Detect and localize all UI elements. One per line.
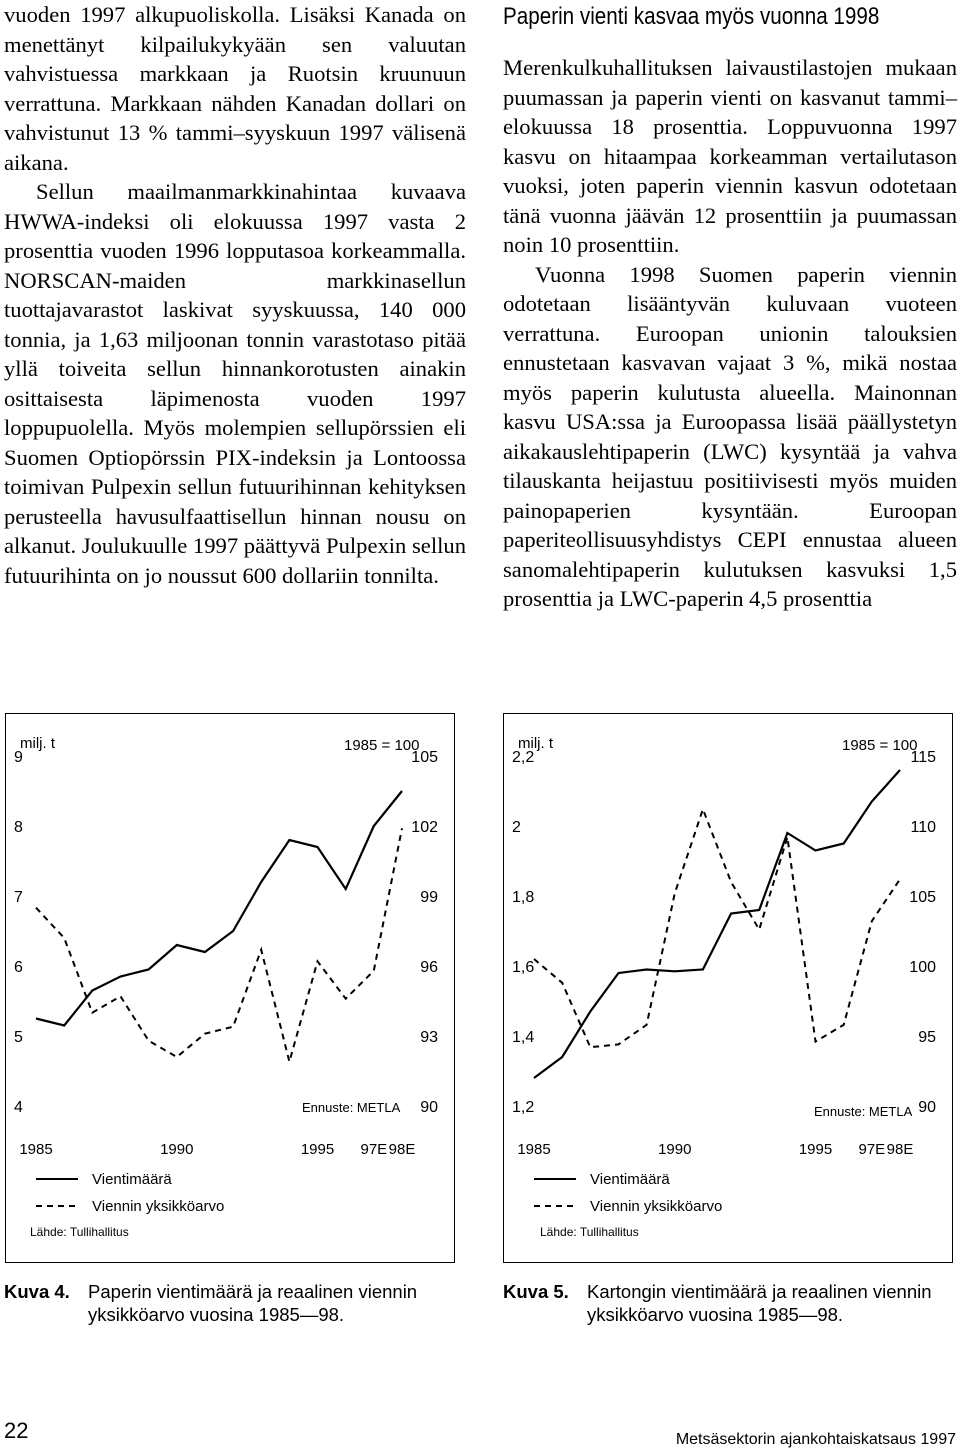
- legend-label: Vientimäärä: [92, 1171, 172, 1188]
- series-line-yksikkoarvo: [36, 828, 402, 1061]
- right-axis-unit-label: 1985 = 100: [842, 737, 918, 754]
- right-axis-tick-label: 93: [420, 1029, 438, 1046]
- series-line-vientimaara: [534, 770, 900, 1078]
- left-axis-tick-label: 5: [14, 1029, 23, 1046]
- series-line-vientimaara: [36, 791, 402, 1026]
- right-paragraph-2: Vuonna 1998 Suomen paperin viennin odotetaan lisääntyvän kuluvaan vuoteen verrattuna. Euroopan unionin talouksien ennustetaan kasvavan vajaat 3 %, mikä nostaa myös paperin kulutusta alueella. Mainonnan kasvu USA:ssa ja Euroopassa lisää päällystetyn aikakauslehtipaperin (LWC) kysyntää ja vahva tilauskanta heijastuu positiivisesti myös muiden painopaperien kysyntään. Euroopan paperiteollisuusyhdistys CEPI ennustaa alueen sanomalehtipaperin kulutuksen kasvuksi 1,5 prosenttia ja LWC-paperin 4,5 prosenttia: [503, 261, 957, 611]
- chart-figure-4-svg: [6, 714, 454, 1262]
- left-axis-tick-label: 9: [14, 749, 23, 766]
- chart-figure-4: [5, 713, 455, 1263]
- x-axis-tick-label: 1985: [517, 1141, 551, 1158]
- right-axis-tick-label: 102: [411, 819, 438, 836]
- right-axis-tick-label: 95: [918, 1029, 936, 1046]
- right-axis-tick-label: 110: [910, 819, 936, 836]
- figure-4-caption-label: Kuva 4.: [4, 1281, 70, 1302]
- x-axis-tick-label: 97E: [360, 1141, 388, 1158]
- forecast-note: Ennuste: METLA: [814, 1104, 913, 1119]
- forecast-note: Ennuste: METLA: [302, 1100, 401, 1115]
- right-paragraph-1: Merenkulkuhallituksen laivaustilastojen mukaan puumassan ja paperin vienti on kasvanut tammi–elokuussa 18 prosenttia. Loppuvuonna 1997 kasvu on hitaampaa korkeamman vertailutason vuoksi, joten paperin viennin kasvun odotetaan tänä vuonna jäävän 12 prosenttiin ja puumassan noin 10 prosenttiin.: [503, 55, 957, 257]
- x-axis-tick-label: 1990: [658, 1141, 692, 1158]
- left-axis-unit-label: milj. t: [20, 735, 55, 752]
- right-axis-tick-label: 96: [420, 959, 438, 976]
- left-axis-tick-label: 8: [14, 819, 23, 836]
- left-axis-tick-label: 1,2: [512, 1099, 535, 1116]
- publication-title: Metsäsektorin ajankohtaiskatsaus 1997: [675, 1431, 956, 1448]
- figure-4-caption-text-line2: yksikköarvo vuosina 1985—98.: [88, 1304, 345, 1325]
- page-number: 22: [4, 1418, 29, 1443]
- right-axis-unit-label: 1985 = 100: [344, 737, 420, 754]
- right-text-column: [503, 0, 957, 614]
- x-axis-tick-label: 97E: [858, 1141, 886, 1158]
- right-axis-tick-label: 100: [909, 959, 936, 976]
- x-axis-tick-label: 98E: [388, 1141, 416, 1158]
- chart-figure-5-svg: [504, 714, 952, 1262]
- left-axis-tick-label: 6: [14, 959, 23, 976]
- right-axis-tick-label: 105: [909, 889, 936, 906]
- right-axis-tick-label: 105: [411, 749, 438, 766]
- left-axis-tick-label: 7: [14, 889, 23, 906]
- figure-5-caption-text-line2: yksikköarvo vuosina 1985—98.: [587, 1304, 844, 1325]
- left-axis-tick-label: 1,6: [512, 959, 535, 976]
- x-axis-tick-label: 1990: [160, 1141, 194, 1158]
- left-text-column: [4, 0, 466, 590]
- right-axis-tick-label: 90: [420, 1099, 438, 1116]
- source-note: Lähde: Tullihallitus: [30, 1225, 129, 1239]
- left-axis-tick-label: 1,8: [512, 889, 535, 906]
- right-axis-tick-label: 99: [420, 889, 438, 906]
- legend-label: Viennin yksikköarvo: [590, 1198, 723, 1215]
- legend-label: Vientimäärä: [590, 1171, 670, 1188]
- x-axis-tick-label: 1995: [798, 1141, 833, 1158]
- section-heading: Paperin vienti kasvaa myös vuonna 1998: [503, 3, 880, 30]
- left-axis-tick-label: 1,4: [512, 1029, 535, 1046]
- right-axis-tick-label: 90: [918, 1099, 936, 1116]
- source-note: Lähde: Tullihallitus: [540, 1225, 639, 1239]
- right-axis-tick-label: 115: [910, 749, 936, 766]
- left-axis-tick-label: 2: [512, 819, 521, 836]
- figure-5-caption: [503, 1280, 960, 1326]
- left-axis-tick-label: 4: [14, 1099, 23, 1116]
- left-axis-tick-label: 2,2: [512, 749, 535, 766]
- figure-5-caption-label: Kuva 5.: [503, 1281, 569, 1302]
- left-axis-unit-label: milj. t: [518, 735, 553, 752]
- series-line-yksikkoarvo: [534, 809, 900, 1047]
- x-axis-tick-label: 98E: [886, 1141, 914, 1158]
- figure-5-caption-text-line1: Kartongin vientimäärä ja reaalinen viennin: [587, 1281, 932, 1302]
- chart-figure-5: [503, 713, 953, 1263]
- left-paragraph-2: Sellun maailmanmarkkinahintaa kuvaava HWWA-indeksi oli elokuussa 1997 vasta 2 prosenttia vuoden 1996 lopputasoa korkeammalla. NORSCAN-maiden markkinasellun tuottajavarastot laskivat syyskuussa, 140 000 tonnia, ja 1,63 miljoonan tonnin varastotaso pitää yllä toiveita sellun hinnankorotusten ainakin osittaisesta läpimenosta vuoden 1997 loppupuolella. Myös molempien sellupörssien eli Suomen Optiopörssin PIX-indeksin ja Lontoossa toimivan Pulpexin sellun futuurihinnan kehityksen perusteella havusulfaattisellun hinnan nousu on alkanut. Joulukuulle 1997 päättyvä Pulpexin sellun futuurihinta on jo noussut 600 dollariin tonnilta.: [4, 179, 466, 588]
- left-paragraph-1: vuoden 1997 alkupuoliskolla. Lisäksi Kanada on menettänyt kilpailukykyään sen valuutan vahvistuessa markkaan ja Ruotsin kruunuun verrattuna. Markkaan nähden Kanadan dollari on vahvistunut 13 % tammi–syyskuun 1997 välisenä aikana.: [4, 2, 466, 175]
- x-axis-tick-label: 1995: [300, 1141, 335, 1158]
- figure-4-caption-text-line1: Paperin vientimäärä ja reaalinen viennin: [88, 1281, 418, 1302]
- figure-4-caption: [4, 1280, 474, 1326]
- x-axis-tick-label: 1985: [19, 1141, 53, 1158]
- legend-label: Viennin yksikköarvo: [92, 1198, 225, 1215]
